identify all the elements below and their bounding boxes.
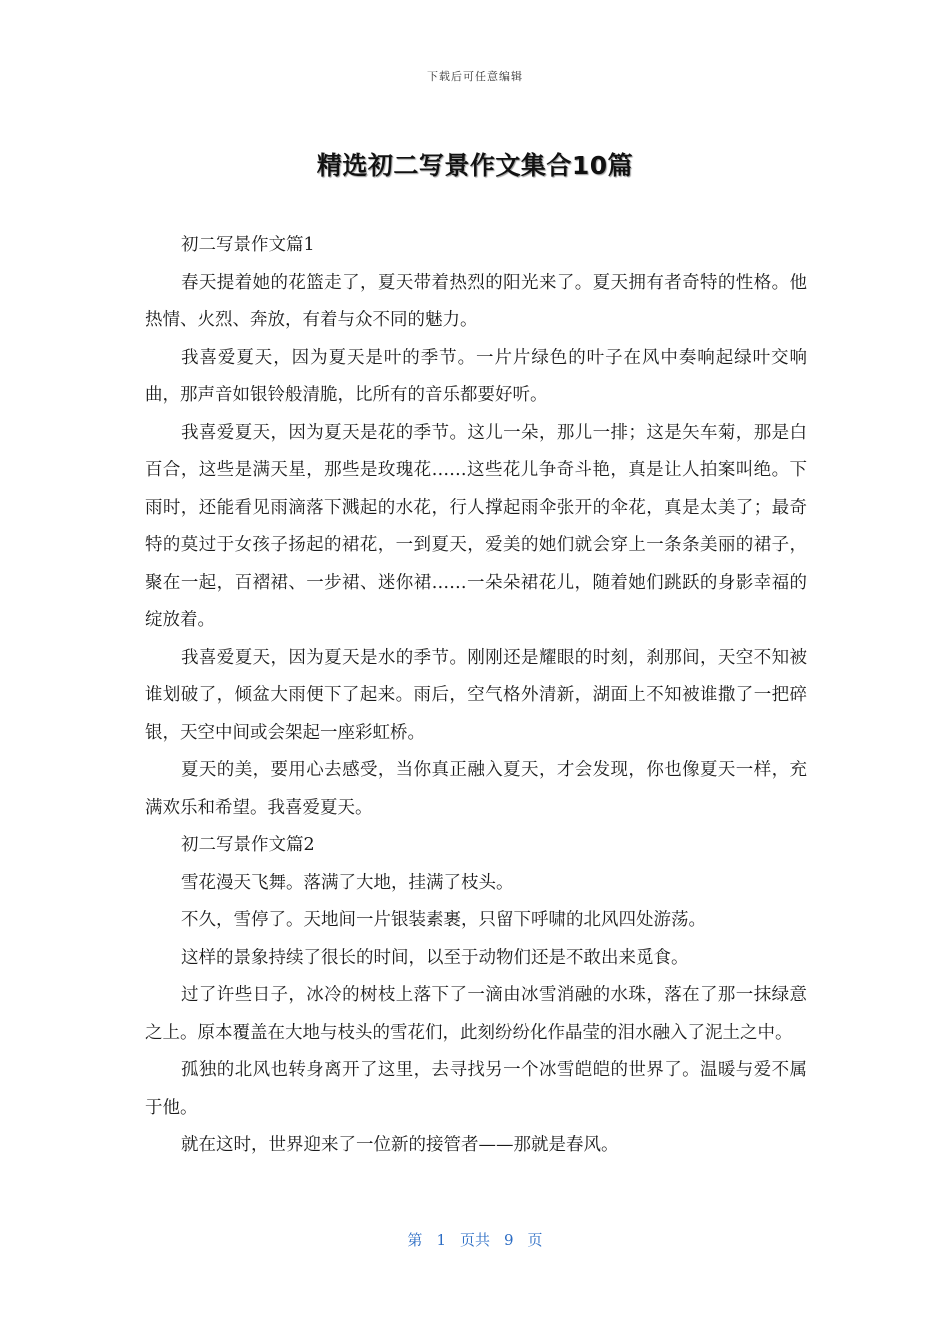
document-body xyxy=(145,227,807,1165)
footer-prefix: 第 xyxy=(407,1231,423,1249)
paragraph: 不久，雪停了。天地间一片银装素裹，只留下呼啸的北风四处游荡。 xyxy=(181,910,706,930)
footer-total-pages: 9 xyxy=(504,1231,514,1249)
section-heading: 初二写景作文篇1 xyxy=(181,235,315,255)
document-title-text: 精选初二写景作文集合10篇 xyxy=(316,151,634,180)
footer-suffix: 页 xyxy=(527,1231,543,1249)
paragraph: 孤独的北风也转身离开了这里，去寻找另一个冰雪皑皑的世界了。温暖与爱不属于他。 xyxy=(145,1060,807,1118)
document-title xyxy=(0,146,950,182)
paragraph: 雪花漫天飞舞。落满了大地，挂满了枝头。 xyxy=(181,872,514,893)
paragraph: 我喜爱夏天，因为夏天是花的季节。这儿一朵，那儿一排；这是矢车菊，那是白百合，这些是满天星，那些是玫瑰花……这些花儿争奇斗艳，真是让人拍案叫绝。下雨时，还能看见雨滴落下溅起的水花，行人撑起雨伞张开的伞花，真是太美了；最奇特的莫过于女孩子扬起的裙花，一到夏天，爱美的她们就会穿上一条条美丽的裙子，聚在一起，百褶裙、一步裙、迷你裙……一朵朵裙花儿，随着她们跳跃的身影幸福的绽放着。 xyxy=(145,422,807,630)
paragraph: 春天提着她的花篮走了，夏天带着热烈的阳光来了。夏天拥有者奇特的性格。他热情、火烈、奔放，有着与众不同的魅力。 xyxy=(145,272,807,330)
paragraph: 这样的景象持续了很长的时间，以至于动物们还是不敢出来觅食。 xyxy=(181,947,689,968)
page-footer xyxy=(0,1229,950,1250)
paragraph: 就在这时，世界迎来了一位新的接管者——那就是春风。 xyxy=(181,1135,619,1155)
paragraph: 我喜爱夏天，因为夏天是水的季节。刚刚还是耀眼的时刻，刹那间，天空不知被谁划破了，倾盆大雨便下了起来。雨后，空气格外清新，湖面上不知被谁撒了一把碎银，天空中间或会架起一座彩虹桥。 xyxy=(145,647,807,743)
footer-middle: 页共 xyxy=(459,1231,490,1249)
paragraph: 过了许些日子，冰冷的树枝上落下了一滴由冰雪消融的水珠，落在了那一抹绿意之上。原本覆盖在大地与枝头的雪花们，此刻纷纷化作晶莹的泪水融入了泥土之中。 xyxy=(145,985,807,1043)
header-note: 下载后可任意编辑 xyxy=(427,70,523,83)
footer-page-number: 1 xyxy=(436,1231,446,1249)
paragraph: 夏天的美，要用心去感受，当你真正融入夏天，才会发现，你也像夏天一样，充满欢乐和希望。我喜爱夏天。 xyxy=(145,760,807,818)
paragraph: 我喜爱夏天，因为夏天是叶的季节。一片片绿色的叶子在风中奏响起绿叶交响曲，那声音如银铃般清脆，比所有的音乐都要好听。 xyxy=(145,347,807,405)
section-heading: 初二写景作文篇2 xyxy=(181,835,315,855)
